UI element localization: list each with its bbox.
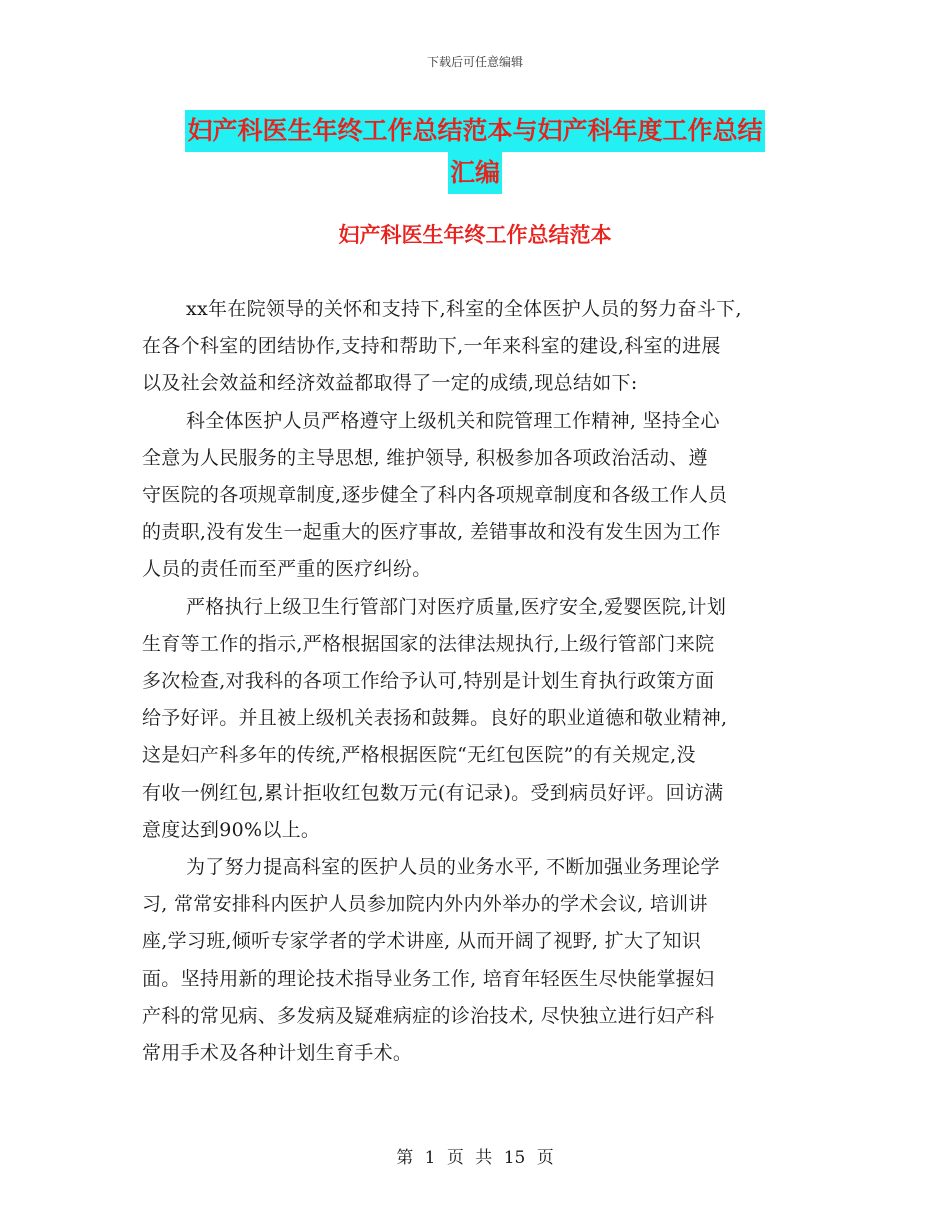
- paragraph-line: 习, 常常安排科内医护人员参加院内外内外举办的学术会议, 培训讲: [142, 893, 708, 916]
- paragraph-line: 有收一例红包,累计拒收红包数万元(有记录)。受到病员好评。回访满: [142, 781, 724, 804]
- paragraph-line: 的责职,没有发生一起重大的医疗事故, 差错事故和没有发生因为工作: [142, 521, 721, 544]
- paragraph-line: 在各个科室的团结协作,支持和帮助下,一年来科室的建设,科室的进展: [142, 335, 721, 358]
- section-heading: 妇产科医生年终工作总结范本: [338, 222, 612, 247]
- page-header: 下载后可任意编辑: [426, 55, 523, 69]
- document-title-line-1: 妇产科医生年终工作总结范本与妇产科年度工作总结: [185, 110, 764, 152]
- paragraph-2: [142, 403, 832, 589]
- paragraph-line: 生育等工作的指示,严格根据国家的法律法规执行,上级行管部门来院: [142, 632, 715, 655]
- paragraph-line: 面。坚持用新的理论技术指导业务工作, 培育年轻医生尽快能掌握妇: [142, 967, 715, 990]
- paragraph-line: 全意为人民服务的主导思想, 维护领导, 积极参加各项政治活动、遵: [142, 446, 708, 469]
- paragraph-3: [142, 589, 832, 849]
- paragraph-line: 以及社会效益和经济效益都取得了一定的成绩,现总结如下:: [142, 372, 638, 395]
- paragraph-1: [142, 291, 832, 403]
- page-footer: 第 1 页 共 15 页: [396, 1148, 554, 1168]
- paragraph-line: 意度达到90%以上。: [142, 818, 321, 841]
- paragraph-line: 这是妇产科多年的传统,严格根据医院“无红包医院”的有关规定,没: [142, 744, 696, 767]
- paragraph-line: 守医院的各项规章制度,逐步健全了科内各项规章制度和各级工作人员: [142, 484, 728, 507]
- paragraph-line: 人员的责任而至严重的医疗纠纷。: [142, 558, 432, 581]
- paragraph-line: 多次检查,对我科的各项工作给予认可,特别是计划生育执行政策方面: [142, 670, 715, 693]
- paragraph-line: 严格执行上级卫生行管部门对医疗质量,医疗安全,爱婴医院,计划: [186, 595, 727, 618]
- paragraph-line: 常用手术及各种计划生育手术。: [142, 1042, 413, 1065]
- paragraph-line: 座,学习班,倾听专家学者的学术讲座, 从而开阔了视野, 扩大了知识: [142, 930, 702, 953]
- paragraph-4: [142, 849, 832, 1072]
- document-title-line-2: 汇编: [448, 152, 502, 194]
- document-title: [0, 110, 950, 194]
- paragraph-line: 科全体医护人员严格遵守上级机关和院管理工作精神, 坚持全心: [186, 409, 720, 432]
- paragraph-line: 为了努力提高科室的医护人员的业务水平, 不断加强业务理论学: [186, 856, 720, 879]
- paragraph-line: 给予好评。并且被上级机关表扬和鼓舞。良好的职业道德和敬业精神,: [142, 707, 728, 730]
- body-text: [142, 291, 832, 1072]
- paragraph-line: xx年在院领导的关怀和支持下,科室的全体医护人员的努力奋斗下,: [186, 298, 742, 320]
- paragraph-line: 产科的常见病、多发病及疑难病症的诊治技术, 尽快独立进行妇产科: [142, 1004, 715, 1027]
